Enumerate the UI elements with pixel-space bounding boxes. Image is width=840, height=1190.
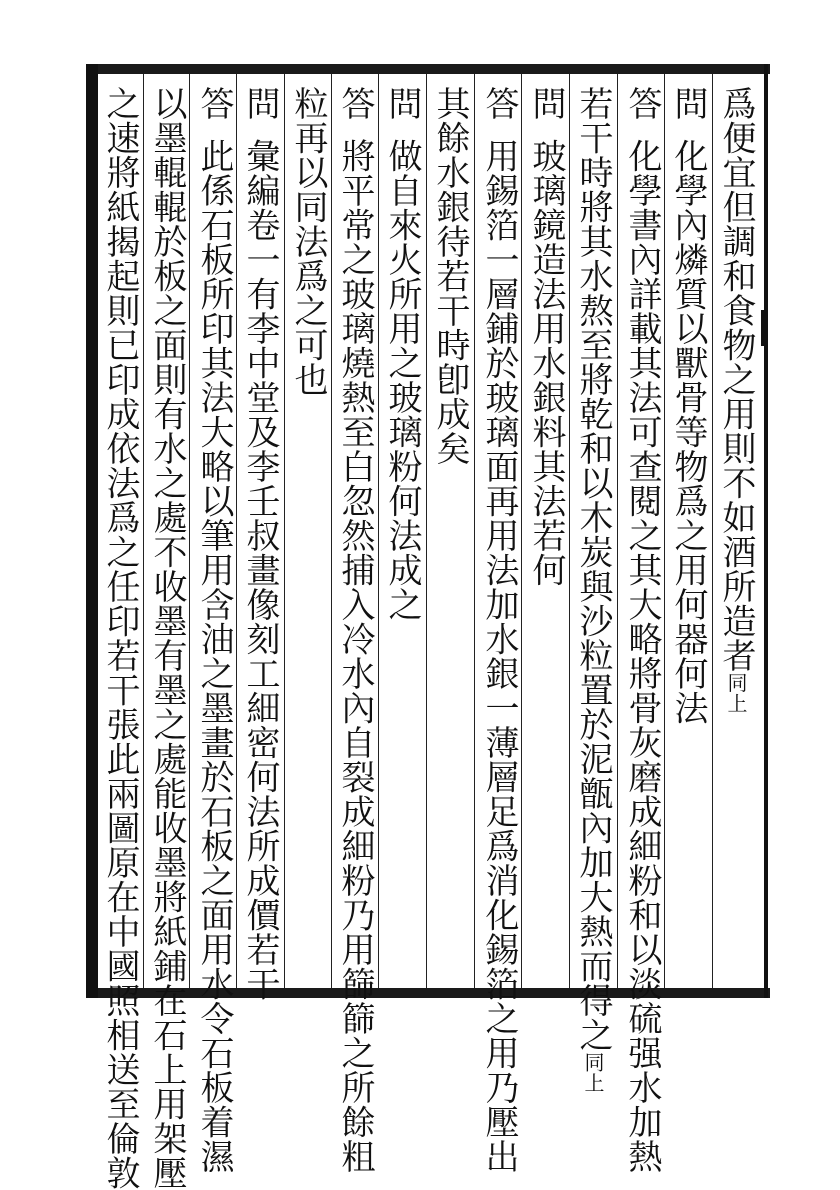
text-column: 其餘水銀待若干時卽成矣 <box>430 86 470 466</box>
text-column: 粒再以同法爲之可也 <box>288 86 328 397</box>
page-frame-top <box>86 64 770 74</box>
text-column: 問做自來火所用之玻璃粉何法成之 <box>382 86 422 622</box>
margin-mark <box>761 310 764 346</box>
column-rule <box>521 74 522 988</box>
page-frame-right <box>764 64 768 998</box>
column-rule <box>712 74 713 988</box>
text-column: 問化學內燐質以獸骨等物爲之用何器何法 <box>668 86 708 725</box>
text-column: 之速將紙揭起則已印成依法爲之任印若干張此兩圖原在中國照相送至倫敦 <box>100 86 140 1190</box>
text-column: 爲便宜但調和食物之用則不如酒所造者同上 <box>716 86 756 714</box>
text-column: 答此係石板所印其法大略以筆用含油之墨畫於石板之面用水令石板着濕 <box>194 86 234 1174</box>
text-column: 答化學書內詳載其法可查閱之其大略將骨灰磨成細粉和以淡硫强水加熱 <box>622 86 662 1174</box>
column-rule <box>664 74 665 988</box>
column-rule <box>143 74 144 988</box>
column-rule <box>378 74 379 988</box>
page-frame-left <box>86 64 98 998</box>
text-column: 以墨輥輥於板之面則有水之處不收墨有墨之處能收墨將紙鋪在石上用架壓 <box>147 86 187 1190</box>
text-column: 若干時將其水熬至將乾和以木炭與沙粒置於泥甑內加大熱而得之同上 <box>573 86 613 1093</box>
column-rule <box>189 74 190 988</box>
text-column: 問彙編卷一有李中堂及李壬叔畫像刻工細密何法所成價若干 <box>240 86 280 1001</box>
page-frame-bottom <box>86 988 770 998</box>
column-rule <box>617 74 618 988</box>
text-column: 答將平常之玻璃燒熱至白忽然捕入冷水內自裂成細粉乃用篩篩之所餘粗 <box>335 86 375 1174</box>
column-rule <box>236 74 237 988</box>
column-rule <box>284 74 285 988</box>
column-rule <box>426 74 427 988</box>
column-rule <box>569 74 570 988</box>
text-column: 問玻璃鏡造法用水銀料其法若何 <box>526 86 566 587</box>
text-column: 答用錫箔一層鋪於玻璃面再用法加水銀一薄層足爲消化錫箔之用乃壓出 <box>479 86 519 1174</box>
column-rule <box>474 74 475 988</box>
column-rule <box>331 74 332 988</box>
